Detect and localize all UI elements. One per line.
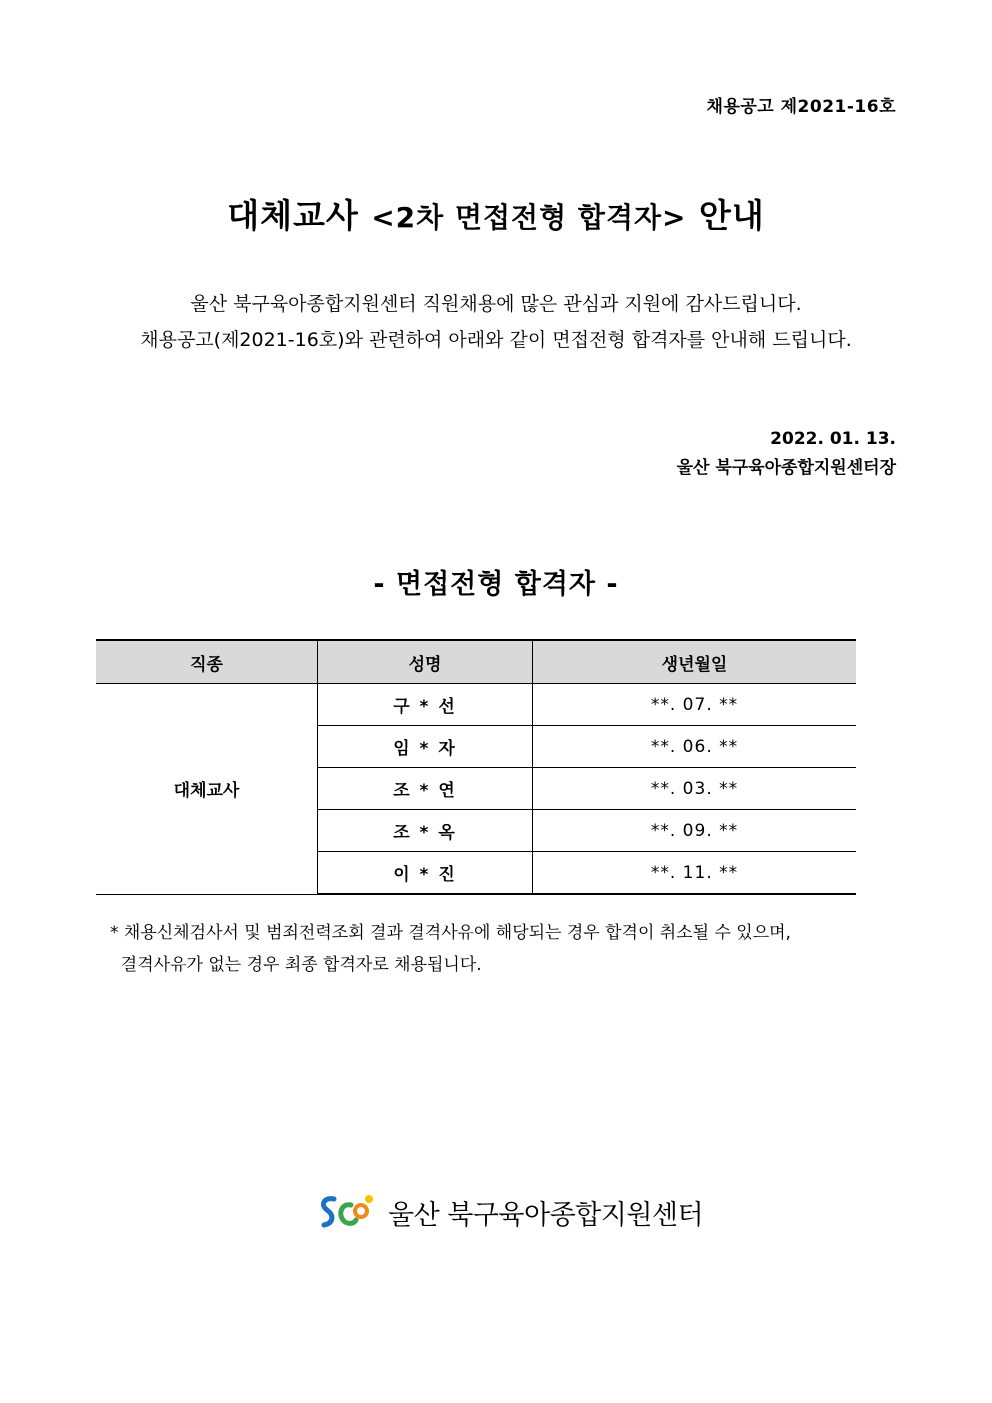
document-title	[0, 190, 992, 237]
job-cell: 대체교사	[96, 684, 318, 895]
birthdate-cell: **. 11. **	[533, 852, 857, 895]
title-suffix: 안내	[699, 196, 765, 235]
name-cell: 구 * 선	[318, 684, 533, 726]
birthdate-cell: **. 09. **	[533, 810, 857, 852]
birthdate-cell: **. 07. **	[533, 684, 857, 726]
title-prefix: 대체교사	[227, 196, 359, 235]
intro-line-1: 울산 북구육아종합지원센터 직원채용에 많은 관심과 지원에 감사드립니다.	[190, 293, 802, 315]
name-cell: 임 * 자	[318, 726, 533, 768]
name-cell: 조 * 연	[318, 768, 533, 810]
issue-date: 2022. 01. 13.	[770, 429, 896, 449]
table-header-row	[96, 640, 856, 684]
name-cell: 조 * 옥	[318, 810, 533, 852]
results-table	[96, 639, 856, 895]
intro-paragraph	[0, 286, 992, 358]
birthdate-cell: **. 06. **	[533, 726, 857, 768]
footer-logo-text: 울산 북구육아종합지원센터	[388, 1199, 704, 1231]
footer-logo	[318, 1191, 703, 1233]
signature-block	[677, 425, 896, 483]
title-middle: <2차 면접전형 합격자>	[371, 201, 687, 234]
footnote-line-2: 결격사유가 없는 경우 최종 합격자로 채용됩니다.	[110, 955, 482, 975]
issuer-name: 울산 북구육아종합지원센터장	[676, 458, 896, 478]
footnote	[110, 917, 791, 981]
header-job: 직종	[96, 640, 318, 684]
table-row	[96, 684, 856, 726]
intro-line-2: 채용공고(제2021-16호)와 관련하여 아래와 같이 면접전형 합격자를 안내해 드립니다.	[140, 329, 852, 351]
footnote-line-1: * 채용신체검사서 및 범죄전력조회 결과 결격사유에 해당되는 경우 합격이 취소될 수 있으며,	[110, 923, 791, 943]
center-logo-icon	[318, 1191, 380, 1233]
header-name: 성명	[318, 640, 533, 684]
name-cell: 이 * 진	[318, 852, 533, 895]
birthdate-cell: **. 03. **	[533, 768, 857, 810]
section-title: - 면접전형 합격자 -	[373, 569, 619, 600]
notice-number: 채용공고 제2021-16호	[706, 97, 896, 117]
header-birthdate: 생년월일	[533, 640, 857, 684]
